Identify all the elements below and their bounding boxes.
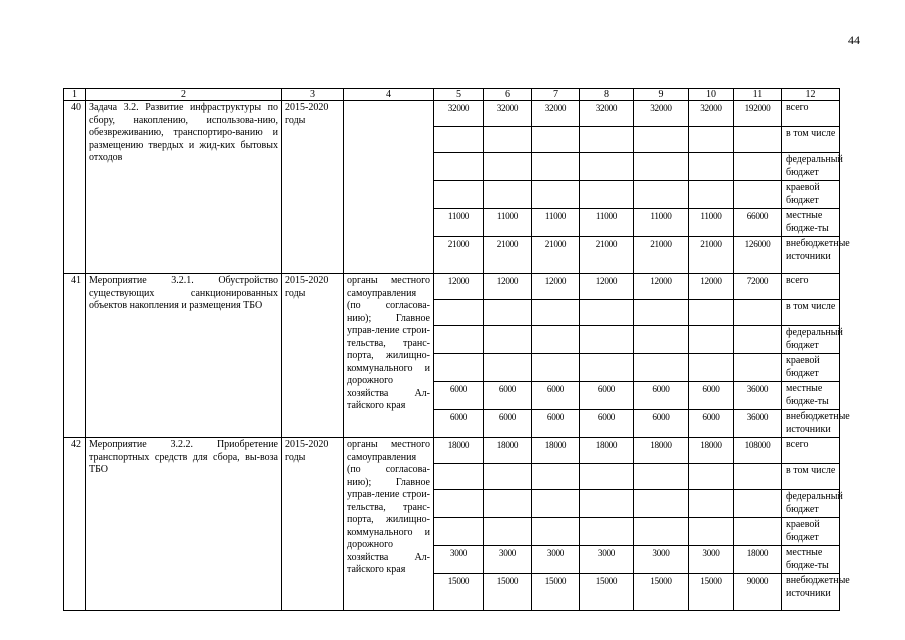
table-row	[64, 274, 840, 300]
value-cell	[434, 490, 484, 518]
funding-source: внебюджетные источники	[782, 574, 840, 611]
executor: органы местного самоуправления (по согласова-нию); Главное управ-ление строи-тельства, транс-порта, жилищно-коммунального и дорожного хозяйства Ал-тайского края	[344, 438, 434, 611]
funding-source: краевой бюджет	[782, 354, 840, 382]
value-cell	[689, 490, 734, 518]
value-cell	[734, 326, 782, 354]
value-cell	[532, 181, 580, 209]
funding-source: федеральный бюджет	[782, 490, 840, 518]
value-cell: 18000	[434, 438, 484, 464]
header-cell: 9	[634, 89, 689, 101]
value-cell	[580, 518, 634, 546]
period: 2015-2020 годы	[282, 274, 344, 438]
value-cell: 18000	[734, 546, 782, 574]
value-cell: 192000	[734, 101, 782, 127]
value-cell	[580, 326, 634, 354]
value-cell	[532, 518, 580, 546]
value-cell	[734, 153, 782, 181]
funding-source: в том числе	[782, 464, 840, 490]
value-cell: 32000	[484, 101, 532, 127]
value-cell: 21000	[532, 237, 580, 274]
value-cell	[484, 153, 532, 181]
header-cell: 1	[64, 89, 86, 101]
value-cell	[580, 127, 634, 153]
value-cell: 66000	[734, 209, 782, 237]
funding-source: местные бюдже-ты	[782, 382, 840, 410]
value-cell: 18000	[689, 438, 734, 464]
value-cell: 36000	[734, 410, 782, 438]
value-cell	[734, 354, 782, 382]
value-cell	[580, 490, 634, 518]
value-cell	[734, 300, 782, 326]
period: 2015-2020 годы	[282, 101, 344, 274]
value-cell: 21000	[580, 237, 634, 274]
value-cell: 11000	[434, 209, 484, 237]
header-cell: 12	[782, 89, 840, 101]
value-cell	[484, 181, 532, 209]
funding-source: всего	[782, 101, 840, 127]
row-number: 41	[64, 274, 86, 438]
measure-name: Мероприятие 3.2.1. Обустройство существующих санкционированных объектов накопления и размещения ТБО	[86, 274, 282, 438]
header-cell: 11	[734, 89, 782, 101]
value-cell: 18000	[532, 438, 580, 464]
value-cell	[634, 354, 689, 382]
value-cell: 18000	[634, 438, 689, 464]
value-cell	[689, 464, 734, 490]
value-cell: 12000	[580, 274, 634, 300]
value-cell	[434, 326, 484, 354]
measure-name: Мероприятие 3.2.2. Приобретение транспортных средств для сбора, вы-воза ТБО	[86, 438, 282, 611]
funding-source: в том числе	[782, 127, 840, 153]
funding-source: краевой бюджет	[782, 181, 840, 209]
value-cell: 6000	[484, 382, 532, 410]
header-cell: 2	[86, 89, 282, 101]
page-number: 44	[848, 33, 860, 47]
value-cell: 6000	[580, 410, 634, 438]
funding-source: в том числе	[782, 300, 840, 326]
value-cell	[634, 326, 689, 354]
value-cell: 6000	[434, 410, 484, 438]
value-cell: 72000	[734, 274, 782, 300]
value-cell: 11000	[580, 209, 634, 237]
value-cell	[580, 181, 634, 209]
header-cell: 8	[580, 89, 634, 101]
executor	[344, 101, 434, 274]
value-cell	[484, 518, 532, 546]
value-cell	[689, 127, 734, 153]
value-cell	[434, 153, 484, 181]
value-cell: 11000	[484, 209, 532, 237]
value-cell: 6000	[532, 410, 580, 438]
value-cell: 32000	[434, 101, 484, 127]
header-cell: 4	[344, 89, 434, 101]
value-cell: 6000	[532, 382, 580, 410]
value-cell: 15000	[484, 574, 532, 611]
header-cell: 7	[532, 89, 580, 101]
funding-source: местные бюдже-ты	[782, 546, 840, 574]
table-row	[64, 438, 840, 464]
value-cell	[634, 181, 689, 209]
value-cell: 32000	[634, 101, 689, 127]
value-cell	[484, 300, 532, 326]
value-cell	[634, 300, 689, 326]
funding-source: всего	[782, 438, 840, 464]
value-cell: 32000	[580, 101, 634, 127]
row-number: 40	[64, 101, 86, 274]
value-cell	[734, 181, 782, 209]
value-cell	[634, 127, 689, 153]
funding-source: внебюджетные источники	[782, 410, 840, 438]
value-cell: 11000	[532, 209, 580, 237]
value-cell: 21000	[484, 237, 532, 274]
value-cell: 3000	[532, 546, 580, 574]
value-cell: 6000	[484, 410, 532, 438]
value-cell: 12000	[634, 274, 689, 300]
value-cell	[434, 464, 484, 490]
value-cell: 12000	[434, 274, 484, 300]
table-body	[64, 89, 850, 611]
value-cell: 6000	[434, 382, 484, 410]
value-cell: 18000	[580, 438, 634, 464]
value-cell	[434, 518, 484, 546]
header-cell: 3	[282, 89, 344, 101]
value-cell: 3000	[434, 546, 484, 574]
value-cell: 3000	[484, 546, 532, 574]
value-cell: 3000	[580, 546, 634, 574]
value-cell	[484, 326, 532, 354]
value-cell	[689, 153, 734, 181]
value-cell: 36000	[734, 382, 782, 410]
executor: органы местного самоуправления (по согласова-нию); Главное управ-ление строи-тельства, транс-порта, жилищно-коммунального и дорожного хозяйства Ал-тайского края	[344, 274, 434, 438]
header-cell: 5	[434, 89, 484, 101]
budget-table	[63, 88, 850, 611]
value-cell	[634, 518, 689, 546]
value-cell: 3000	[634, 546, 689, 574]
value-cell	[434, 300, 484, 326]
funding-source: местные бюдже-ты	[782, 209, 840, 237]
value-cell	[532, 300, 580, 326]
value-cell: 108000	[734, 438, 782, 464]
value-cell: 15000	[532, 574, 580, 611]
funding-source: федеральный бюджет	[782, 326, 840, 354]
header-cell: 6	[484, 89, 532, 101]
value-cell: 32000	[689, 101, 734, 127]
period: 2015-2020 годы	[282, 438, 344, 611]
value-cell: 12000	[689, 274, 734, 300]
value-cell: 15000	[580, 574, 634, 611]
value-cell: 11000	[634, 209, 689, 237]
value-cell	[634, 153, 689, 181]
value-cell: 15000	[434, 574, 484, 611]
value-cell: 3000	[689, 546, 734, 574]
funding-source: краевой бюджет	[782, 518, 840, 546]
value-cell	[580, 354, 634, 382]
value-cell	[532, 490, 580, 518]
value-cell: 6000	[689, 410, 734, 438]
value-cell: 90000	[734, 574, 782, 611]
value-cell: 126000	[734, 237, 782, 274]
value-cell: 6000	[634, 410, 689, 438]
value-cell: 6000	[580, 382, 634, 410]
value-cell	[689, 518, 734, 546]
value-cell: 12000	[484, 274, 532, 300]
funding-source: всего	[782, 274, 840, 300]
value-cell: 15000	[689, 574, 734, 611]
value-cell: 21000	[689, 237, 734, 274]
row-number: 42	[64, 438, 86, 611]
value-cell: 18000	[484, 438, 532, 464]
value-cell	[434, 181, 484, 209]
header-row	[64, 89, 840, 101]
value-cell: 21000	[634, 237, 689, 274]
header-cell: 10	[689, 89, 734, 101]
value-cell	[484, 354, 532, 382]
value-cell	[532, 127, 580, 153]
funding-source: внебюджетные источники	[782, 237, 840, 274]
value-cell	[532, 153, 580, 181]
value-cell	[734, 464, 782, 490]
value-cell: 15000	[634, 574, 689, 611]
value-cell: 21000	[434, 237, 484, 274]
value-cell	[532, 464, 580, 490]
value-cell: 12000	[532, 274, 580, 300]
value-cell	[532, 326, 580, 354]
value-cell	[634, 464, 689, 490]
value-cell	[484, 490, 532, 518]
measure-name: Задача 3.2. Развитие инфраструктуры по сбору, накоплению, использова-нию, обезвреживанию, транспортиро-ванию и размещению твердых и жид-ких бытовых отходов	[86, 101, 282, 274]
value-cell	[484, 127, 532, 153]
value-cell	[734, 518, 782, 546]
value-cell	[689, 300, 734, 326]
value-cell	[580, 464, 634, 490]
table-row	[64, 101, 840, 127]
funding-source: федеральный бюджет	[782, 153, 840, 181]
value-cell	[580, 300, 634, 326]
value-cell: 6000	[689, 382, 734, 410]
value-cell	[484, 464, 532, 490]
value-cell: 6000	[634, 382, 689, 410]
value-cell: 32000	[532, 101, 580, 127]
value-cell	[634, 490, 689, 518]
value-cell	[689, 181, 734, 209]
value-cell	[532, 354, 580, 382]
value-cell	[734, 127, 782, 153]
value-cell	[689, 354, 734, 382]
value-cell	[434, 354, 484, 382]
value-cell	[434, 127, 484, 153]
value-cell: 11000	[689, 209, 734, 237]
value-cell	[580, 153, 634, 181]
value-cell	[689, 326, 734, 354]
value-cell	[734, 490, 782, 518]
